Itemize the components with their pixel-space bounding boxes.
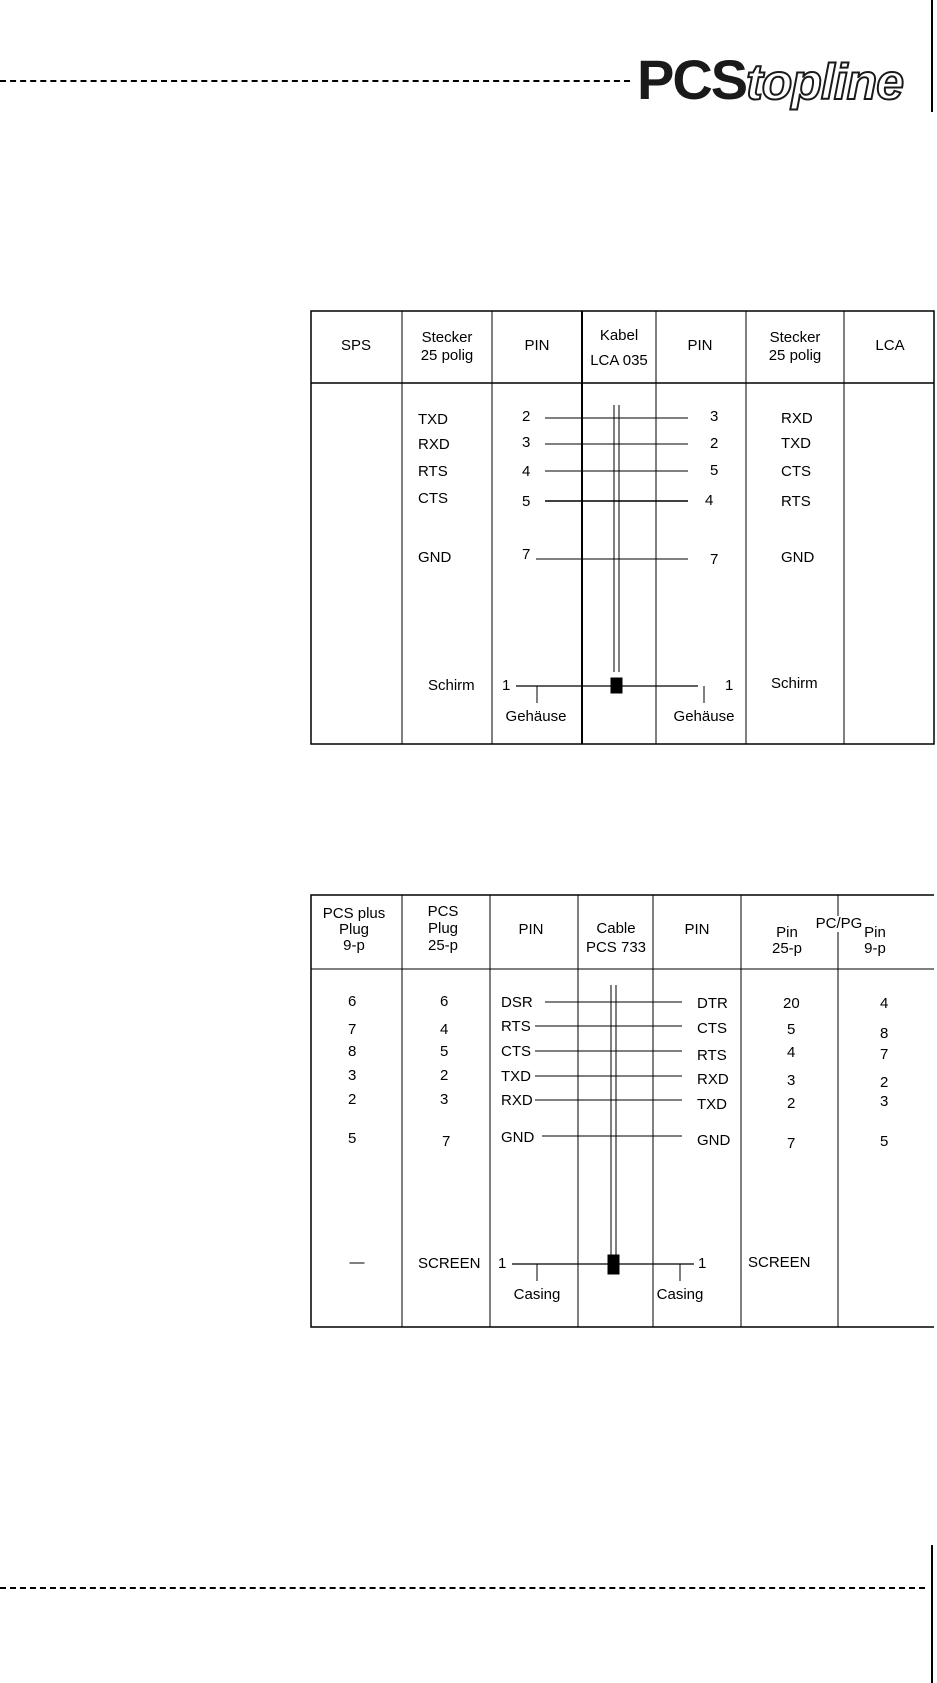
pc9-pin: 8 xyxy=(880,1025,889,1042)
shield-connector-block xyxy=(608,1255,619,1274)
header-pin-25p: Pin xyxy=(776,924,798,941)
plus9-pin: 6 xyxy=(348,993,357,1010)
plus9-pin: 8 xyxy=(348,1043,357,1060)
table-border xyxy=(311,895,934,1327)
header-plus-plug: PCS plus xyxy=(322,905,386,922)
left-signal: RXD xyxy=(501,1092,533,1109)
right-pin: 5 xyxy=(710,462,719,479)
header-pcpg: PC/PG xyxy=(815,915,863,932)
header-pin-25p: 25-p xyxy=(771,940,803,957)
shield-right-label: SCREEN xyxy=(748,1254,811,1271)
header-stecker-right: 25 polig xyxy=(768,347,822,364)
header-pin-9p: Pin xyxy=(864,924,886,941)
header-pcs-plug: PCS xyxy=(427,903,459,920)
header-stecker-right: Stecker xyxy=(769,329,821,346)
plus9-pin: 3 xyxy=(348,1067,357,1084)
right-signal: DTR xyxy=(697,995,728,1012)
logo-topline-text: topline xyxy=(746,54,904,110)
left-pin: 7 xyxy=(522,546,531,563)
left-pin: 4 xyxy=(522,463,531,480)
left-casing-label: Gehäuse xyxy=(505,708,567,725)
pcs25-pin: 4 xyxy=(440,1021,449,1038)
right-signal: RTS xyxy=(697,1047,727,1064)
pc25-pin: 5 xyxy=(787,1021,796,1038)
pcs25-pin: 6 xyxy=(440,993,449,1010)
plus9-pin: 7 xyxy=(348,1021,357,1038)
pc25-pin: 7 xyxy=(787,1135,796,1152)
plus9-shield-dash: — xyxy=(349,1254,365,1271)
right-signal: CTS xyxy=(697,1020,727,1037)
header-pin-left: PIN xyxy=(524,337,550,354)
right-signal: RTS xyxy=(781,493,811,510)
header-margin-line xyxy=(931,0,933,112)
header-plus-plug: Plug xyxy=(338,921,370,938)
shield-right-pin: 1 xyxy=(698,1255,707,1272)
pcs25-pin: 5 xyxy=(440,1043,449,1060)
pcs25-pin: 7 xyxy=(442,1133,451,1150)
header-pin-left: PIN xyxy=(518,921,544,938)
right-casing-label: Casing xyxy=(656,1286,704,1303)
header-plus-plug: 9-p xyxy=(343,937,365,954)
pcs25-pin: 3 xyxy=(440,1091,449,1108)
pc9-pin: 7 xyxy=(880,1046,889,1063)
shield-left-label: SCREEN xyxy=(418,1255,481,1272)
shield-left-label: Schirm xyxy=(428,677,475,694)
left-signal: GND xyxy=(501,1129,535,1146)
pc25-pin: 4 xyxy=(787,1044,796,1061)
header-cable: Cable xyxy=(596,920,636,937)
header-stecker-left: Stecker xyxy=(421,329,473,346)
pc25-pin: 2 xyxy=(787,1095,796,1112)
left-pin: 2 xyxy=(522,408,531,425)
left-signal: RXD xyxy=(418,436,450,453)
shield-right-pin: 1 xyxy=(725,677,734,694)
header-pin-right: PIN xyxy=(684,921,710,938)
plus9-pin: 2 xyxy=(348,1091,357,1108)
right-signal: RXD xyxy=(781,410,813,427)
right-signal: TXD xyxy=(697,1096,727,1113)
footer-margin-line xyxy=(931,1545,933,1683)
right-pin: 2 xyxy=(710,435,719,452)
shield-connector-block xyxy=(611,678,622,693)
right-signal: TXD xyxy=(781,435,811,452)
pcs733-wiring-diagram xyxy=(0,890,937,1330)
header-sps: SPS xyxy=(340,337,372,354)
left-pin: 5 xyxy=(522,493,531,510)
left-signal: GND xyxy=(418,549,452,566)
header-pin-right: PIN xyxy=(687,337,713,354)
right-signal: CTS xyxy=(781,463,811,480)
header-cable: Kabel xyxy=(599,327,639,344)
pcs25-pin: 2 xyxy=(440,1067,449,1084)
right-casing-label: Gehäuse xyxy=(673,708,735,725)
header-cable: LCA 035 xyxy=(590,352,648,369)
header-cable: PCS 733 xyxy=(585,939,647,956)
header-dashed-rule xyxy=(0,80,630,82)
shield-left-pin: 1 xyxy=(498,1255,507,1272)
left-signal: RTS xyxy=(418,463,448,480)
header-pin-9p: 9-p xyxy=(864,940,886,957)
pc9-pin: 3 xyxy=(880,1093,889,1110)
right-pin: 4 xyxy=(705,492,714,509)
right-pin: 7 xyxy=(710,551,719,568)
header-lca: LCA xyxy=(875,337,905,354)
pc25-pin: 3 xyxy=(787,1072,796,1089)
right-signal: GND xyxy=(697,1132,731,1149)
left-signal: DSR xyxy=(501,994,533,1011)
right-signal: GND xyxy=(781,549,815,566)
pc25-pin: 20 xyxy=(783,995,800,1012)
shield-right-label: Schirm xyxy=(771,675,818,692)
left-pin: 3 xyxy=(522,434,531,451)
header-pcs-plug: 25-p xyxy=(427,937,459,954)
left-signal: TXD xyxy=(501,1068,531,1085)
left-signal: CTS xyxy=(418,490,448,507)
left-signal: RTS xyxy=(501,1018,531,1035)
footer-dashed-rule xyxy=(0,1587,925,1589)
pcs-topline-logo xyxy=(637,48,904,111)
plus9-pin: 5 xyxy=(348,1130,357,1147)
logo-pcs-text: PCS xyxy=(637,48,747,111)
header-stecker-left: 25 polig xyxy=(420,347,474,364)
pc9-pin: 5 xyxy=(880,1133,889,1150)
shield-left-pin: 1 xyxy=(502,677,511,694)
header-pcs-plug: Plug xyxy=(427,920,459,937)
left-casing-label: Casing xyxy=(513,1286,561,1303)
left-signal: CTS xyxy=(501,1043,531,1060)
pc9-pin: 2 xyxy=(880,1074,889,1091)
left-signal: TXD xyxy=(418,411,448,428)
right-pin: 3 xyxy=(710,408,719,425)
pc9-pin: 4 xyxy=(880,995,889,1012)
right-signal: RXD xyxy=(697,1071,729,1088)
lca035-wiring-diagram xyxy=(0,300,937,750)
